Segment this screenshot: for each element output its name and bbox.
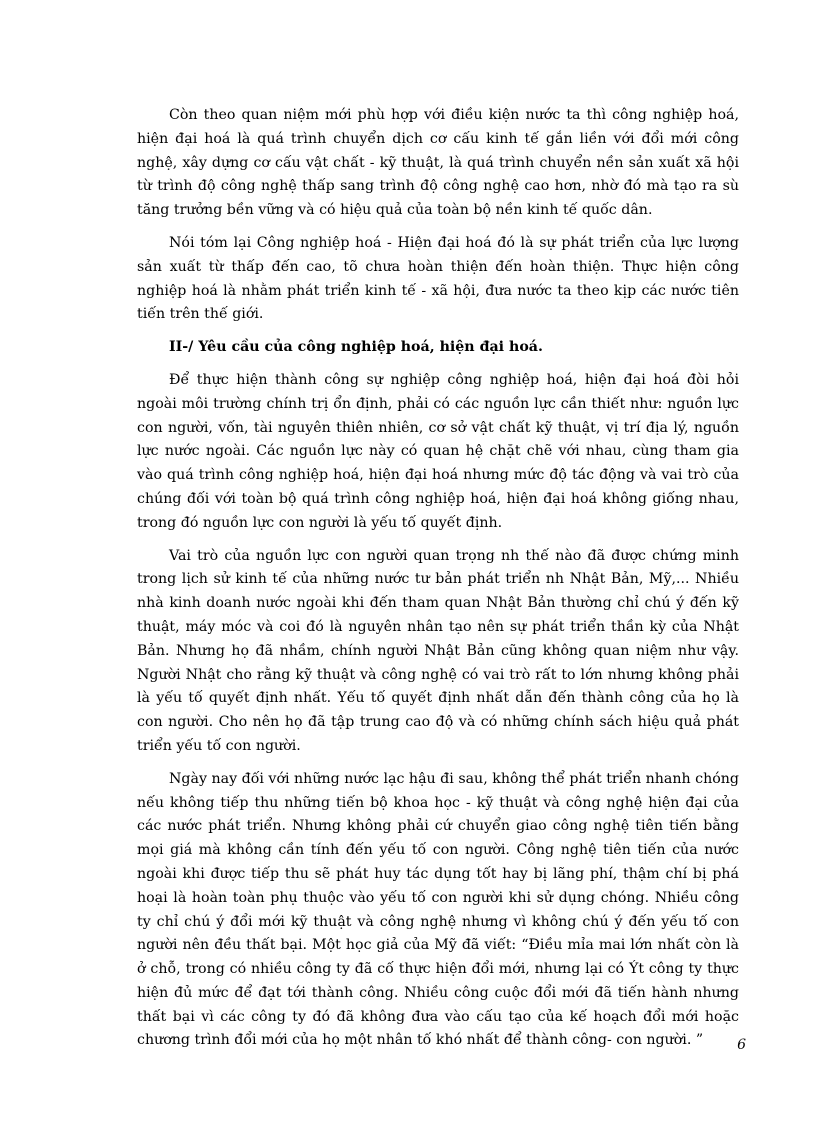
paragraph: Vai trò của nguồn lực con người quan trọng nh thế nào đã được chứng minh trong lịch sử kinh tế của những nước tư bản phát triển nh Nhật Bản, Mỹ,... Nhiều nhà kinh doanh nước ngoài khi đến tham quan Nhật Bản thường chỉ chú ý đến kỹ thuật, máy móc và coi đó là nguyên nhân tạo nên sự phát triển thần kỳ của Nhật Bản. Nhưng họ đã nhầm, chính người Nhật Bản cũng không quan niệm như vậy. Người Nhật cho rằng kỹ thuật và công nghệ có vai trò rất to lớn nhưng không phải là yếu tố quyết định nhất. Yếu tố quyết định nhất dẫn đến thành công của họ là con người. Cho nên họ đã tập trung cao độ và có những chính sách hiệu quả phát triển yếu tố con người.	[137, 547, 739, 754]
page-number: 6	[737, 1037, 746, 1053]
section-heading: II-/ Yêu cầu của công nghiệp hoá, hiện đại hoá.	[169, 339, 543, 356]
paragraph: Để thực hiện thành công sự nghiệp công nghiệp hoá, hiện đại hoá đòi hỏi ngoài môi trường chính trị ổn định, phải có các nguồn lực cần thiết như: nguồn lực con người, vốn, tài nguyên thiên nhiên, cơ sở vật chất kỹ thuật, vị trí địa lý, nguồn lực nước ngoài. Các nguồn lực này có quan hệ chặt chẽ với nhau, cùng tham gia vào quá trình công nghiệp hoá, hiện đại hoá nhưng mức độ tác động và vai trò của chúng đối với toàn bộ quá trình công nghiệp hoá, hiện đại hoá không giống nhau, trong đó nguồn lực con người là yếu tố quyết định.	[137, 371, 739, 531]
paragraph: Nói tóm lại Công nghiệp hoá - Hiện đại hoá đó là sự phát triển của lực lượng sản xuất từ thấp đến cao, tõ chưa hoàn thiện đến hoàn thiện. Thực hiện công nghiệp hoá là nhằm phát triển kinh tế - xã hội, đưa nước ta theo kịp các nước tiên tiến trên thế giới.	[137, 234, 739, 323]
page-body	[137, 104, 739, 1053]
paragraph: Còn theo quan niệm mới phù hợp với điều kiện nước ta thì công nghiệp hoá, hiện đại hoá là quá trình chuyển dịch cơ cấu kinh tế gắn liền với đổi mới công nghệ, xây dựng cơ cấu vật chất - kỹ thuật, là quá trình chuyển nền sản xuất xã hội từ trình độ công nghệ thấp sang trình độ công nghệ cao hơn, nhờ đó mà tạo ra sù tăng trưởng bền vững và có hiệu quả của toàn bộ nền kinh tế quốc dân.	[137, 107, 739, 219]
paragraph: Ngày nay đối với những nước lạc hậu đi sau, không thể phát triển nhanh chóng nếu không tiếp thu những tiến bộ khoa học - kỹ thuật và công nghệ hiện đại của các nước phát triển. Nhưng không phải cứ chuyển giao công nghệ tiên tiến bằng mọi giá mà không cần tính đến yếu tố con người. Công nghệ tiên tiến của nước ngoài khi được tiếp thu sẽ phát huy tác dụng tốt hay bị lãng phí, thậm chí bị phá hoại là hoàn toàn phụ thuộc vào yếu tố con người khi sử dụng chóng. Nhiều công ty chỉ chú ý đổi mới kỹ thuật và công nghệ nhưng vì không chú ý đến yếu tố con người nên đều thất bại. Một học giả của Mỹ đã viết: “Điều mỉa mai lớn nhất còn là ở chỗ, trong có nhiều công ty đã cố thực hiện đổi mới, nhưng lại có Ýt công ty thực hiện đủ mức để đạt tới thành công. Nhiều công cuộc đổi mới đã tiến hành nhưng thất bại vì các công ty đó đã không đưa vào cấu tạo của kế hoạch đổi mới hoặc chương trình đổi mới của họ một nhân tố khó nhất để thành công- con người. ”	[137, 770, 739, 1049]
